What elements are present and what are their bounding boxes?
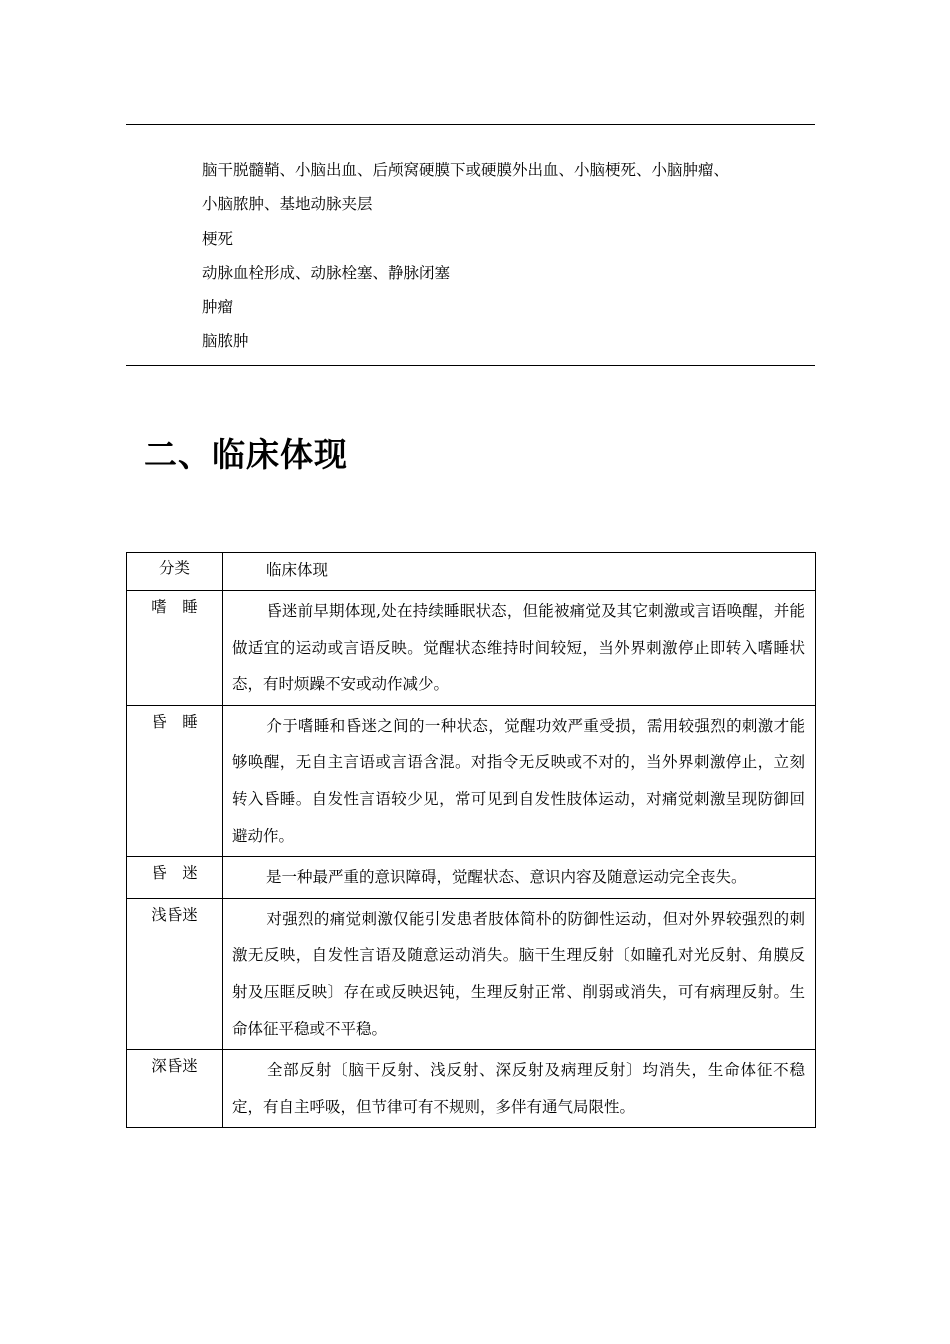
cause-line: 脑脓肿 [202,332,249,351]
row-category-text: 深昏迷 [151,1057,198,1076]
row-description-text: 介于嗜睡和昏迷之间的一种状态，觉醒功效严重受损，需用较强烈的刺激才能够唤醒，无自主言语或言语含混。对指令无反映或不对的，当外界刺激停止，立刻转入昏睡。自发性言语较少见，常可见到自发性肢体运动，对痛觉刺激呈现防御回避动作。 [232,716,805,845]
row-description [223,1050,816,1128]
row-category-text: 嗜 睡 [151,598,198,616]
cause-list [202,153,802,359]
section-heading: 二、临床体现 [144,435,348,474]
row-category-text: 昏 迷 [151,864,198,883]
header-description [223,553,816,591]
row-description [223,591,816,706]
cause-line: 脑干脱髓鞘、小脑出血、后颅窝硬膜下或硬膜外出血、小脑梗死、小脑肿瘤、 [202,161,730,179]
row-category [127,705,223,856]
row-category-text: 浅昏迷 [151,905,198,924]
table-header-row [127,553,816,591]
cause-line: 梗死 [202,229,234,248]
row-category [127,1050,223,1128]
cause-line: 动脉血栓形成、动脉栓塞、静脉闭塞 [202,263,451,282]
row-description-text: 昏迷前早期体现,处在持续睡眠状态，但能被痛觉及其它刺激或言语唤醒，并能做适宜的运动或言语反映。觉醒状态维持时间较短，当外界刺激停止即转入嗜睡状态，有时烦躁不安或动作减少。 [232,602,805,694]
cause-line: 肿瘤 [202,298,234,317]
cause-line: 小脑脓肿、基地动脉夹层 [202,195,373,214]
table-row [127,898,816,1049]
row-description [223,857,816,899]
table-row [127,705,816,856]
row-description [223,705,816,856]
table-row [127,591,816,706]
bottom-divider [126,365,815,366]
row-category [127,857,223,899]
clinical-table [126,552,816,1128]
table-row [127,857,816,899]
row-description-text: 全部反射〔脑干反射、浅反射、深反射及病理反射〕均消失，生命体征不稳定，有自主呼吸，但节律可有不规则，多伴有通气局限性。 [232,1061,805,1116]
row-description [223,898,816,1049]
table-row [127,1050,816,1128]
row-category-text: 昏 睡 [151,712,198,731]
top-divider [126,124,815,125]
row-description-text: 对强烈的痛觉刺激仅能引发患者肢体简朴的防御性运动，但对外界较强烈的刺激无反映，自发性言语及随意运动消失。脑干生理反射〔如瞳孔对光反射、角膜反射及压眶反映〕存在或反映迟钝，生理反射正常、削弱或消失，可有病理反射。生命体征平稳或不平稳。 [232,909,805,1038]
row-category [127,591,223,706]
row-category [127,898,223,1049]
header-category: 分类 [127,553,223,591]
row-description-text: 是一种最严重的意识障碍，觉醒状态、意识内容及随意运动完全丧失。 [266,868,747,887]
header-description-text: 临床体现 [266,561,329,579]
